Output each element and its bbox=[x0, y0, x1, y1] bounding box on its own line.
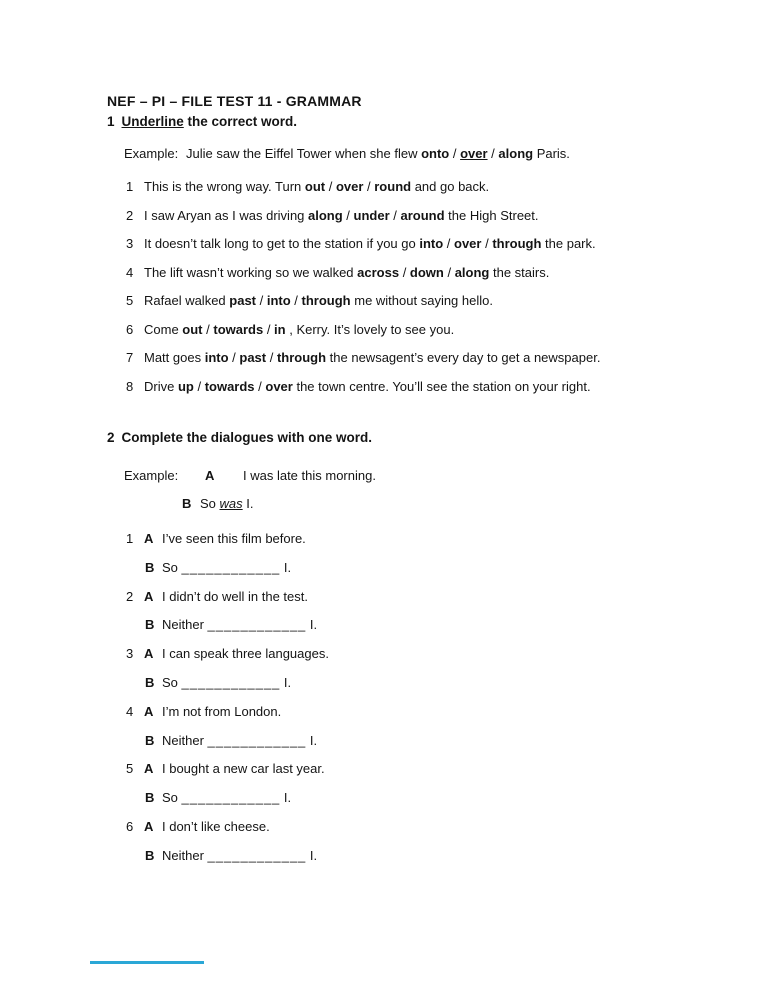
text-segment: / bbox=[389, 207, 401, 223]
page-title: NEF – PI – FILE TEST 11 - GRAMMAR bbox=[107, 93, 362, 109]
text-segment: / bbox=[399, 264, 410, 280]
text-segment: / bbox=[263, 321, 275, 337]
option-word: out bbox=[182, 321, 203, 337]
option-word: into bbox=[419, 236, 444, 251]
speaker-b-label: B bbox=[145, 617, 155, 633]
option-word: into bbox=[266, 293, 291, 308]
text-segment: / bbox=[449, 146, 461, 161]
option-word: over bbox=[454, 236, 482, 251]
dialogue-number: 6 bbox=[126, 818, 134, 834]
text-segment: / bbox=[481, 236, 493, 251]
text-segment: the newsagent’s every day to get a newspaper. bbox=[326, 350, 601, 365]
speaker-b-label: B bbox=[145, 790, 155, 806]
dialogue-number: 3 bbox=[126, 646, 134, 662]
dialogue-a-row bbox=[107, 813, 722, 842]
item-number: 1 bbox=[126, 179, 134, 194]
speaker-a-label: A bbox=[144, 588, 154, 604]
item-text bbox=[144, 373, 591, 402]
item-number: 4 bbox=[126, 264, 134, 280]
speaker-a-label: A bbox=[205, 468, 215, 483]
text-segment: , Kerry. It’s lovely to see you. bbox=[285, 321, 455, 337]
grammar-item bbox=[126, 287, 722, 316]
text-segment: So bbox=[162, 559, 182, 575]
item-text bbox=[144, 230, 596, 259]
option-word: past bbox=[229, 293, 257, 308]
section2-dialogues bbox=[107, 525, 722, 871]
answer-blank: ____________ bbox=[181, 674, 281, 690]
item-number: 5 bbox=[126, 293, 134, 308]
dialogue-b-row bbox=[107, 669, 722, 698]
dialogue-a-row bbox=[107, 640, 722, 669]
grammar-item bbox=[126, 202, 722, 231]
option-word: over bbox=[460, 146, 488, 161]
dialogue-b-text bbox=[162, 784, 291, 813]
speaker-b-label: B bbox=[182, 496, 192, 511]
dialogue-b-row bbox=[107, 727, 722, 756]
speaker-b-label: B bbox=[145, 674, 155, 690]
dialogue-a-text: I’ve seen this film before. bbox=[162, 531, 306, 546]
text-segment: The lift wasn’t working so we walked bbox=[144, 264, 358, 280]
dialogue-number: 4 bbox=[126, 703, 134, 719]
item-number: 8 bbox=[126, 378, 134, 394]
option-word: round bbox=[374, 179, 412, 194]
option-word: through bbox=[492, 236, 542, 251]
speaker-b-label: B bbox=[145, 732, 155, 748]
text-segment: / bbox=[342, 207, 354, 223]
option-word: along bbox=[498, 146, 534, 161]
section2-example-b bbox=[182, 495, 722, 513]
dialogue-b-text bbox=[162, 842, 317, 871]
text-segment: I saw Aryan as I was driving bbox=[144, 207, 309, 223]
option-word: along bbox=[308, 207, 343, 223]
text-segment: Matt goes bbox=[144, 350, 205, 365]
dialogue-a-text: I didn’t do well in the test. bbox=[162, 588, 308, 604]
section1-heading bbox=[107, 113, 722, 131]
text-segment: So bbox=[162, 790, 182, 806]
example-label: Example: bbox=[124, 146, 179, 161]
option-word: over bbox=[335, 179, 364, 194]
text-segment: It doesn’t talk long to get to the station if you go bbox=[144, 236, 420, 251]
grammar-item bbox=[126, 373, 722, 402]
item-number: 6 bbox=[126, 321, 134, 337]
option-word: towards bbox=[204, 378, 255, 394]
answer-blank: ____________ bbox=[181, 559, 281, 575]
text-segment: This is the wrong way. Turn bbox=[144, 179, 305, 194]
text-segment: / bbox=[325, 179, 336, 194]
text-segment: / bbox=[290, 293, 302, 308]
grammar-item bbox=[126, 344, 722, 373]
answer-blank: ____________ bbox=[207, 847, 307, 863]
text-segment: me without saying hello. bbox=[350, 293, 493, 308]
option-word: out bbox=[304, 179, 326, 194]
dialogue-a-text: I’m not from London. bbox=[162, 703, 282, 719]
speaker-a-label: A bbox=[144, 761, 154, 777]
text-segment: So bbox=[162, 674, 182, 690]
text-segment: I. bbox=[280, 674, 292, 690]
text-segment: Come bbox=[144, 321, 183, 337]
dialogue-b-row bbox=[107, 784, 722, 813]
text-segment: / bbox=[193, 378, 205, 394]
item-number: 2 bbox=[126, 207, 134, 223]
text-segment: / bbox=[443, 236, 455, 251]
answer-blank: ____________ bbox=[207, 732, 307, 748]
option-word: through bbox=[301, 293, 351, 308]
text-segment: Julie saw the Eiffel Tower when she flew bbox=[186, 146, 422, 161]
dialogue-b-text bbox=[162, 611, 317, 640]
option-word: past bbox=[239, 350, 267, 365]
option-word: towards bbox=[213, 321, 264, 337]
section1-items bbox=[126, 173, 722, 401]
text-segment: I. bbox=[242, 496, 254, 511]
dialogue-a-text: I don’t like cheese. bbox=[162, 818, 270, 834]
section1-example bbox=[124, 145, 722, 163]
dialogue-b-text bbox=[162, 727, 317, 756]
dialogue-a-text: I can speak three languages. bbox=[162, 646, 329, 662]
section1-number: 1 bbox=[107, 114, 115, 129]
section2-heading bbox=[107, 429, 722, 447]
dialogue-b-text bbox=[162, 554, 291, 583]
text-segment: the stairs. bbox=[489, 264, 550, 280]
text-segment: / bbox=[256, 293, 267, 308]
dialogue-b-row bbox=[107, 611, 722, 640]
speaker-a-label: A bbox=[144, 646, 154, 662]
item-text bbox=[144, 259, 549, 288]
example-b-text bbox=[200, 495, 253, 513]
text-segment: Neither bbox=[162, 732, 208, 748]
grammar-item bbox=[126, 173, 722, 202]
speaker-a-label: A bbox=[144, 531, 154, 546]
speaker-b-label: B bbox=[145, 847, 155, 863]
answer-blank: ____________ bbox=[207, 617, 307, 633]
example-a-text: I was late this morning. bbox=[243, 468, 376, 483]
dialogue-a-row bbox=[107, 525, 722, 554]
option-word: in bbox=[274, 321, 286, 337]
text-segment: / bbox=[228, 350, 240, 365]
item-text bbox=[144, 287, 493, 316]
grammar-item bbox=[126, 316, 722, 345]
example-label: Example: bbox=[124, 468, 179, 483]
text-segment: Underline bbox=[121, 114, 184, 129]
speaker-a-label: A bbox=[144, 818, 154, 834]
dialogue-a-row bbox=[107, 583, 722, 612]
text-segment: I. bbox=[280, 790, 292, 806]
dialogue-number: 5 bbox=[126, 761, 134, 777]
text-segment: I. bbox=[306, 847, 318, 863]
option-word: into bbox=[204, 350, 229, 365]
option-word: down bbox=[409, 264, 444, 280]
dialogue-b-row bbox=[107, 842, 722, 871]
item-number: 3 bbox=[126, 236, 134, 251]
text-segment: / bbox=[266, 350, 277, 365]
text-segment: the correct word. bbox=[183, 114, 298, 129]
option-word: across bbox=[357, 264, 400, 280]
text-segment: and go back. bbox=[411, 179, 490, 194]
grammar-item bbox=[126, 230, 722, 259]
option-word: through bbox=[276, 350, 327, 365]
text-segment: / bbox=[363, 179, 375, 194]
text-segment: I. bbox=[306, 732, 318, 748]
option-word: under bbox=[353, 207, 390, 223]
text-segment: / bbox=[202, 321, 214, 337]
item-text bbox=[144, 316, 454, 345]
speaker-a-label: A bbox=[144, 703, 154, 719]
text-segment: Neither bbox=[162, 617, 208, 633]
option-word: around bbox=[400, 207, 445, 223]
text-segment: the town centre. You’ll see the station on your right. bbox=[292, 378, 591, 394]
option-word: up bbox=[177, 378, 194, 394]
item-text bbox=[144, 344, 600, 373]
text-segment: the park. bbox=[541, 236, 596, 251]
item-text bbox=[144, 202, 539, 231]
text-segment: So bbox=[200, 496, 220, 511]
section1-heading-text bbox=[122, 113, 298, 131]
answer-blank: ____________ bbox=[181, 790, 281, 806]
text-segment: the High Street. bbox=[444, 207, 539, 223]
option-word: onto bbox=[421, 146, 450, 161]
dialogue-number: 1 bbox=[126, 531, 134, 546]
grammar-item bbox=[126, 259, 722, 288]
text-segment: was bbox=[219, 496, 243, 511]
dialogue-b-text bbox=[162, 669, 291, 698]
item-number: 7 bbox=[126, 350, 134, 365]
text-segment: / bbox=[487, 146, 499, 161]
text-segment: Paris. bbox=[533, 146, 570, 161]
dialogue-a-row bbox=[107, 755, 722, 784]
dialogue-a-row bbox=[107, 698, 722, 727]
text-segment: Drive bbox=[144, 378, 178, 394]
footer-accent-line bbox=[90, 961, 204, 964]
section2-example-a bbox=[124, 467, 722, 485]
text-segment: I. bbox=[280, 559, 292, 575]
text-segment: / bbox=[443, 264, 455, 280]
dialogue-a-text: I bought a new car last year. bbox=[162, 761, 325, 777]
text-segment: Neither bbox=[162, 847, 208, 863]
text-segment: / bbox=[254, 378, 266, 394]
section2-number: 2 bbox=[107, 430, 115, 445]
option-word: over bbox=[265, 378, 293, 394]
section2-heading-text: Complete the dialogues with one word. bbox=[121, 430, 373, 445]
dialogue-number: 2 bbox=[126, 588, 134, 604]
text-segment: Rafael walked bbox=[144, 293, 230, 308]
option-word: along bbox=[454, 264, 490, 280]
speaker-b-label: B bbox=[145, 559, 155, 575]
text-segment: I. bbox=[306, 617, 318, 633]
item-text bbox=[144, 173, 489, 202]
dialogue-b-row bbox=[107, 554, 722, 583]
example-text bbox=[186, 145, 570, 163]
